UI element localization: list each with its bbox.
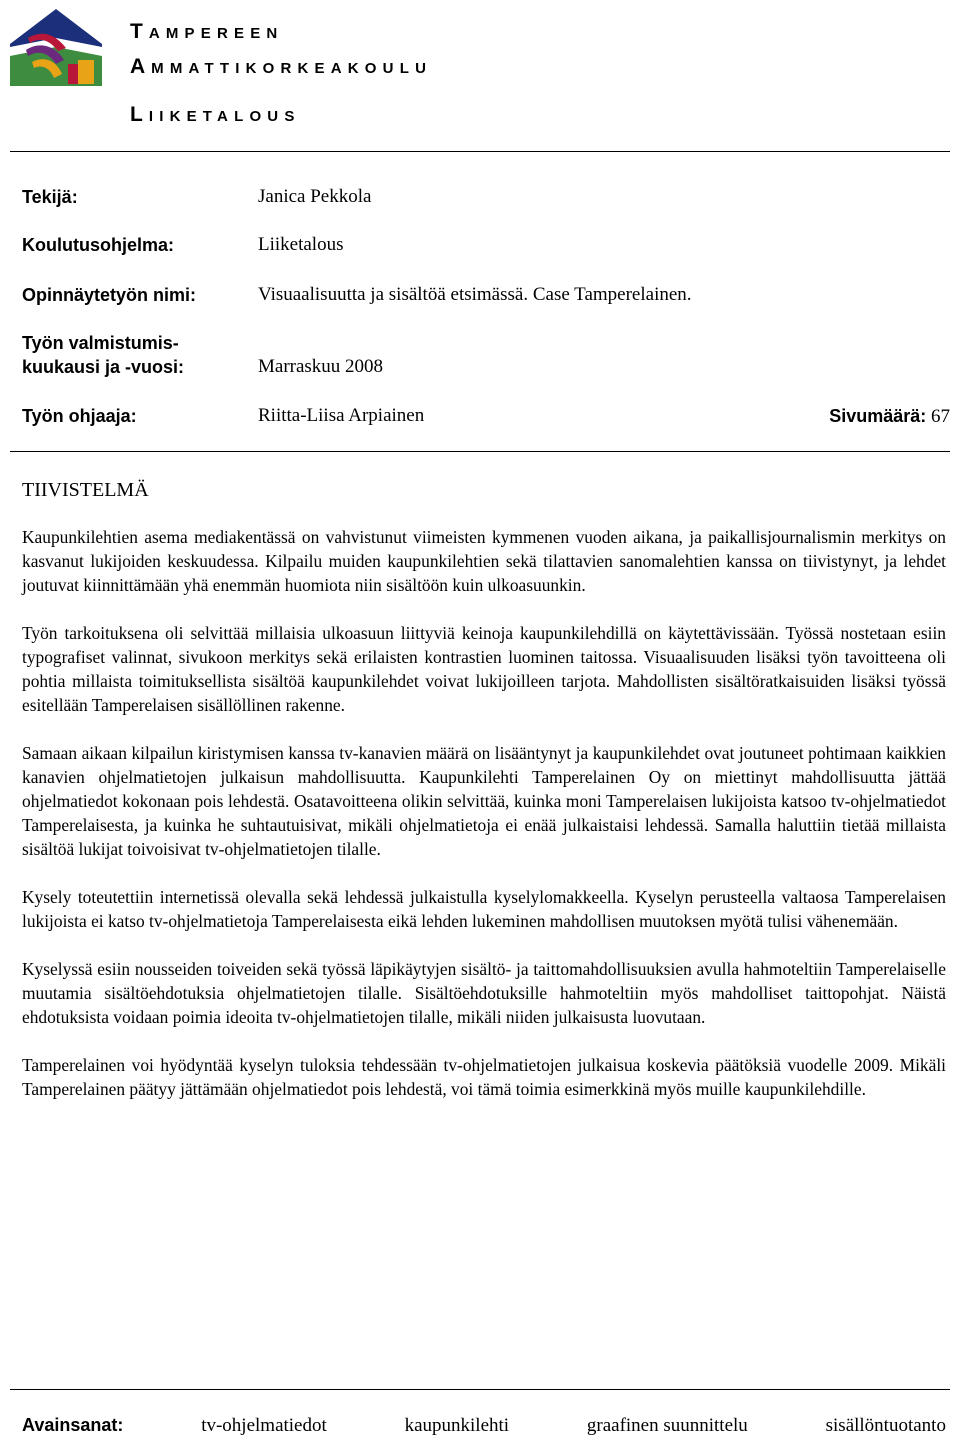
keyword: kaupunkilehti	[404, 1415, 510, 1436]
abstract-paragraph: Kyselyssä esiin nousseiden toiveiden sekä työssä läpikäytyjen sisältö- ja taittomahdollisuuksien avulla hahmoteltiin Tamperelaiselle muutamia sisältöehdotuksia ohjelmatietojen tilalle. Sisältöehdotuksille hahmoteltiin myös mahdolliset taittopohjat. Näistä ehdotuksista voidaan poimia ideoita tv-ohjelmatietojen tilalle, mikäli niiden julkaisusta luovutaan.	[22, 959, 946, 1027]
supervisor-label: Työn ohjaaja:	[22, 406, 137, 426]
keyword: tv-ohjelmatiedot	[201, 1415, 327, 1436]
completion-date-label-line1: Työn valmistumis-	[22, 333, 179, 353]
abstract-paragraph: Kaupunkilehtien asema mediakentässä on vahvistunut viimeisten kymmenen vuoden aikana, ja paikallisjournalismin merkitys on kasvanut lukijoiden keskuudessa. Kilpailu muiden kaupunkilehtien sekä tilattavien sanomalehtien kanssa on tiivistynyt, ja lehdet joutuvat kiinnittämään yhä enemmän huomiota niin sisältöön kuin ulkoasuunkin.	[22, 527, 946, 595]
institution-name-line2: AMMATTIKORKEAKOULU	[130, 55, 433, 78]
supervisor-value: Riitta-Liisa Arpiainen	[258, 405, 425, 426]
institution-logo	[8, 8, 104, 88]
thesis-title-value: Visuaalisuutta ja sisältöä etsimässä. Case Tamperelainen.	[258, 284, 692, 305]
keyword: sisällöntuotanto	[825, 1415, 946, 1436]
abstract-paragraph: Samaan aikaan kilpailun kiristymisen kanssa tv-kanavien määrä on lisääntynyt ja kaupunkilehdet ovat joutuneet pohtimaan kaikkien kanavien ohjelmatietojen julkaisun mahdollisuutta. Kaupunkilehti Tamperelainen Oy on miettinyt mahdollisuutta jättää ohjelmatiedot kokonaan pois lehdestä. Osatavoitteena olikin selvittää, kuinka moni Tamperelaisen lukijoista katsoo tv-ohjelmatiedot Tamperelaisesta, ja kuinka he suhtautuisivat, mikäli ohjelmatietoja ei enää julkaistaisi lehdessä. Samalla haluttiin tietää millaista sisältöä lukijat toivoisivat tv-ohjelmatietojen tilalle.	[22, 743, 946, 859]
abstract-heading: TIIVISTELMÄ	[22, 479, 149, 501]
programme-label: Koulutusohjelma:	[22, 235, 174, 255]
abstract-paragraph: Tamperelainen voi hyödyntää kyselyn tuloksia tehdessään tv-ohjelmatietojen julkaisua koskevia päätöksiä vuodelle 2009. Mikäli Tamperelainen päätyy jättämään ohjelmatiedot pois lehdestä, voi tämä toimia esimerkkinä myös muille kaupunkilehdille.	[22, 1055, 946, 1099]
page-count	[829, 404, 950, 429]
programme-value: Liiketalous	[258, 234, 344, 255]
completion-date-label-line2: kuukausi ja -vuosi:	[22, 357, 185, 377]
meta-divider	[10, 451, 950, 452]
header-divider	[10, 151, 950, 152]
logo-stripe-yellow-block	[78, 60, 94, 84]
institution-name-line1: TAMPEREEN	[130, 20, 284, 43]
page-count-label: Sivumäärä:	[829, 406, 927, 426]
thesis-title-label: Opinnäytetyön nimi:	[22, 285, 197, 305]
author-value: Janica Pekkola	[258, 186, 372, 207]
footer-divider	[10, 1389, 950, 1390]
abstract-paragraph: Kysely toteutettiin internetissä olevalla sekä lehdessä julkaistulla kyselylomakkeella. Kyselyn perusteella valtaosa Tamperelaisen lukijoista ei katso tv-ohjelmatietoja Tamperelaisesta eikä lehden lukeminen mahdollisen muutoksen myötä tulisi vähenemään.	[22, 887, 946, 931]
logo-stripe-red-block	[68, 64, 78, 84]
completion-date-value: Marraskuu 2008	[258, 356, 384, 377]
keywords-label: Avainsanat:	[22, 1415, 124, 1435]
abstract-paragraph: Työn tarkoituksena oli selvittää millaisia ulkoasuun liittyviä keinoja kaupunkilehdillä on käytettävissään. Työssä nostetaan esiin typografiset valinnat, sivukoon merkitys sekä erilaisten kontrastien luominen taitossa. Visuaalisuuden lisäksi työn tavoitteena oli pohtia millaista toimituksellista sisältöä kaupunkilehdet voivat lukijoilleen tarjota. Mahdollisten sisältöratkaisuiden lisäksi työssä esitellään Tamperelaisen sisällöllinen rakenne.	[22, 623, 946, 715]
author-label: Tekijä:	[22, 187, 78, 207]
department-name: LIIKETALOUS	[130, 103, 301, 126]
keywords-row	[22, 1415, 946, 1441]
keyword: graafinen suunnittelu	[586, 1415, 748, 1436]
abstract-body	[22, 525, 946, 1125]
page-count-value: 67	[931, 406, 950, 427]
